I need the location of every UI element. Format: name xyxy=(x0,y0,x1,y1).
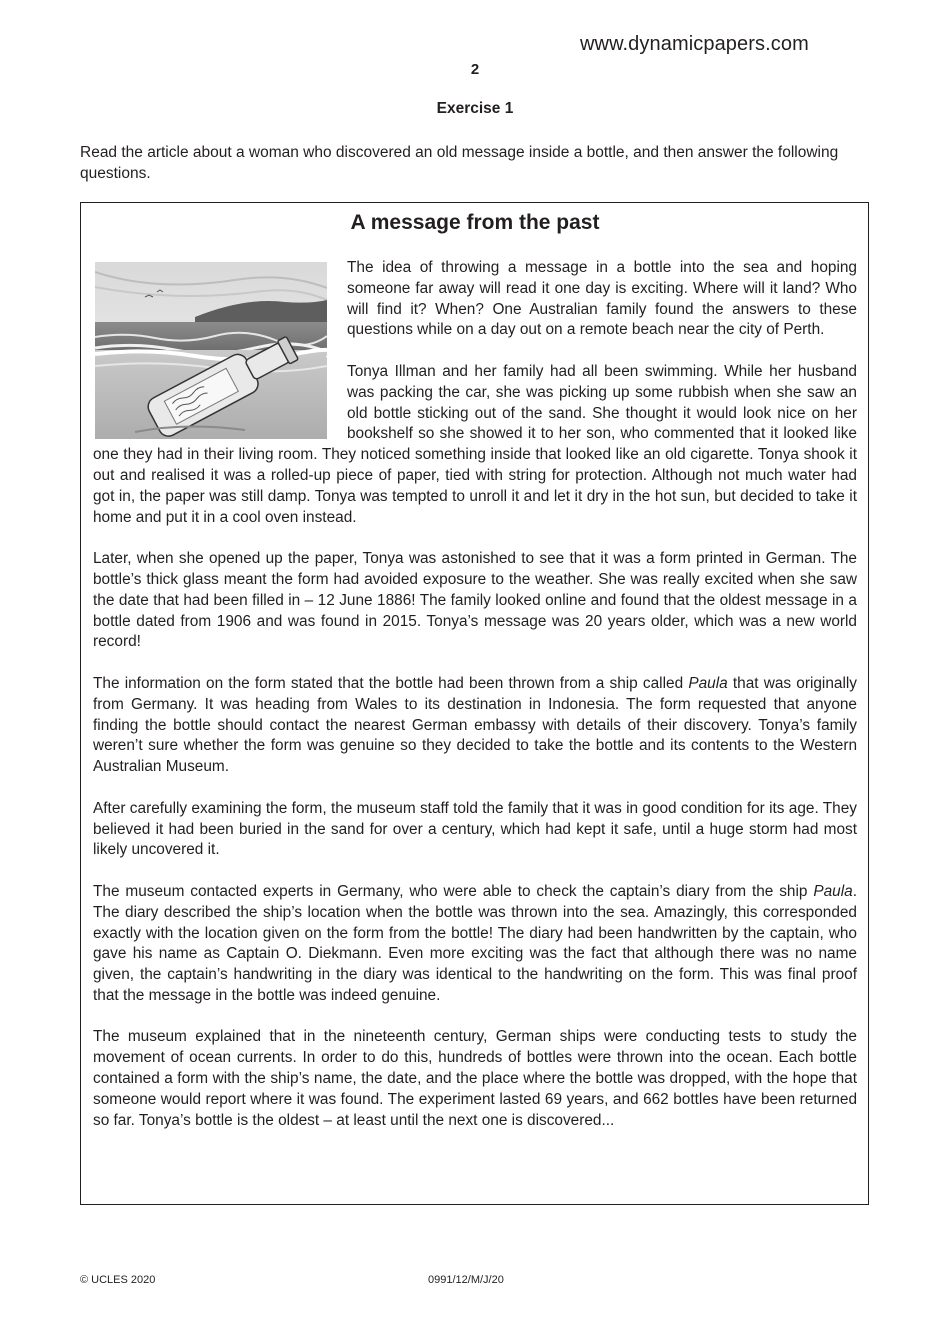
exercise-heading: Exercise 1 xyxy=(436,100,514,117)
article-title: A message from the past xyxy=(350,211,600,234)
article-paragraph: The idea of throwing a message in a bottle into the sea and hoping someone far away will read it one day is exciting. Where will it land? Who will find it? When? One Australian family found the answers to these questions while on a day out on a remote beach near the city of Perth. xyxy=(347,259,857,339)
article-body xyxy=(93,258,857,1152)
copyright: © UCLES 2020 xyxy=(80,1274,156,1286)
text-run: The information on the form stated that the bottle had been thrown from a ship called xyxy=(93,674,689,692)
text-run: that was originally from Germany. It was heading from Wales to its destination in Indonesia. The form requested that anyone finding the bottle should contact the nearest German embassy with details of their discovery. Tonya’s family weren’t sure whether the form was genuine so they decided to take the bottle and its contents to the Western Australian Museum. xyxy=(93,674,857,776)
website-url: www.dynamicpapers.com xyxy=(580,33,809,55)
article-paragraph: After carefully examining the form, the museum staff told the family that it was in good condition for its age. They believed it had been buried in the sand for over a century, which had kept it safe, until a huge storm had most likely uncovered it. xyxy=(93,799,857,859)
text-run: . The diary described the ship’s location when the bottle was thrown into the sea. Amazingly, this corresponded exactly with the location given on the form from the bottle! The diary had been handwritten by the captain, who gave his name as Captain O. Diekmann. Even more exciting was the fact that although there was no name given, the captain’s handwriting in the diary was identical to the handwriting on the form. This was final proof that the message in the bottle was indeed genuine. xyxy=(93,882,857,1004)
article-paragraph: The museum explained that in the nineteenth century, German ships were conducting tests to study the movement of ocean currents. In order to do this, hundreds of bottles were thrown into the ocean. Each bottle contained a form with the ship’s name, the date, and the place where the bottle was dropped, with the hope that someone would report where it was found. The experiment lasted 69 years, and 662 bottles have been returned so far. Tonya’s bottle is the oldest – at least until the next one is discovered... xyxy=(93,1028,857,1129)
article-paragraph: Later, when she opened up the paper, Tonya was astonished to see that it was a form printed in German. The bottle’s thick glass meant the form had avoided exposure to the weather. She was really excited when she saw the date that had been filled in – 12 June 1886! The family looked online and found that the oldest message in a bottle dated from 1906 and was found in 2015. Tonya’s message was 20 years older, which was a new world record! xyxy=(93,550,857,651)
article-paragraph xyxy=(93,882,857,1007)
ship-name: Paula xyxy=(813,882,853,900)
text-run: The museum contacted experts in Germany, who were able to check the captain’s diary from the ship xyxy=(93,882,814,900)
article-paragraph xyxy=(93,674,857,778)
paper-code: 0991/12/M/J/20 xyxy=(428,1274,504,1286)
ship-name: Paula xyxy=(688,674,728,692)
page-number: 2 xyxy=(470,61,480,78)
message-in-bottle-beach-illustration xyxy=(95,262,327,439)
instructions: Read the article about a woman who discovered an old message inside a bottle, and then answer the following questions. xyxy=(80,144,839,182)
article-paragraph: Tonya Illman and her family had all been swimming. While her husband was packing the car, she was picking up some rubbish when she saw an old bottle sticking out of the sand. She thought it would look nice on her bookshelf so she showed it to her son, who commented that it looked like one they had in their living room. They noticed something inside that looked like an old cigarette. Tonya shook it out and realised it was a rolled-up piece of paper, tied with string for protection. Although not much water had got in, the paper was still damp. Tonya was tempted to unroll it and let it dry in the hot sun, but decided to take it home and put it in a cool oven instead. xyxy=(93,362,857,526)
